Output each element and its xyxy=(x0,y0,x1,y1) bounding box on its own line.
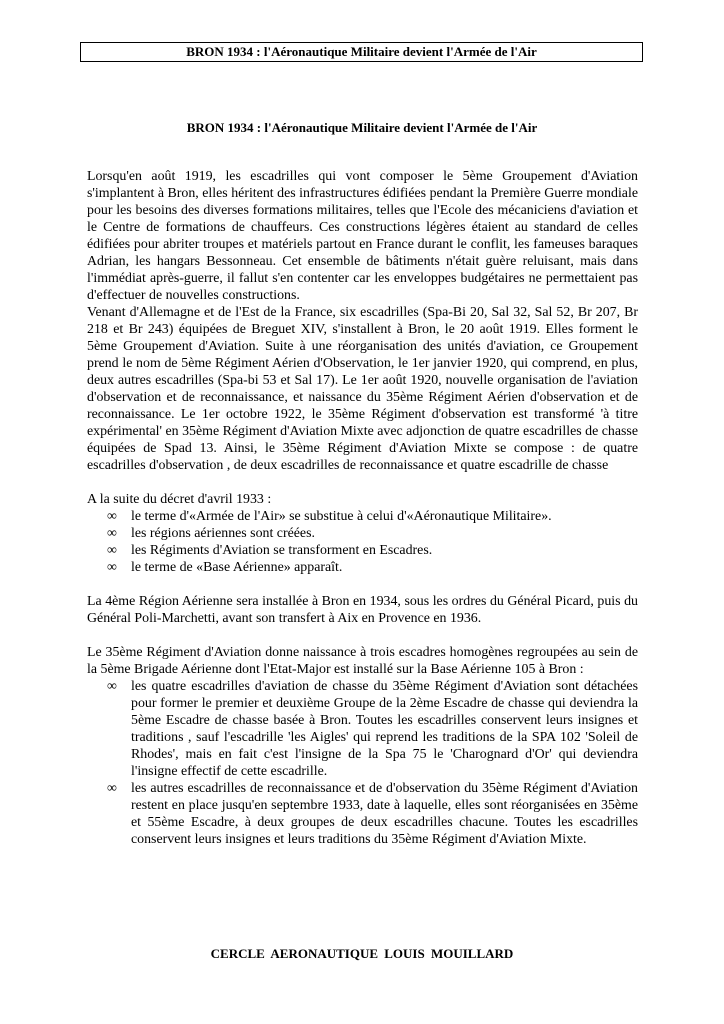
paragraph-regiment-intro: Le 35ème Régiment d'Aviation donne naissance à trois escadres homogènes regroupées au sein de la 5ème Brigade Aérienne dont l'Etat-Major est installé sur la Base Aérienne 105 à Bron : xyxy=(87,645,638,677)
list-item: ∞ le terme d'«Armée de l'Air» se substitue à celui d'«Aéronautique Militaire». xyxy=(107,509,552,524)
document-body xyxy=(87,168,638,848)
paragraph-region: La 4ème Région Aérienne sera installée à Bron en 1934, sous les ordres du Général Picard, puis du Général Poli-Marchetti, avant son transfert à Aix en Provence en 1936. xyxy=(87,594,638,626)
decree-list xyxy=(87,508,638,576)
infinity-bullet-icon: ∞ xyxy=(107,679,117,694)
paragraph-infrastructure: Lorsqu'en août 1919, les escadrilles qui vont composer le 5ème Groupement d'Aviation s'implantent à Bron, elles héritent des infrastructures édifiées pendant la Première Guerre mondiale pour les besoins des diverses formations militaires, telles que l'Ecole des mécaniciens d'aviation et le Centre de formations de chauffeurs. Ces constructions légères étaient au standard de celles édifiées pour abriter troupes et matériels partout en France durant le conflit, les fameuses baraques Adrian, les hangars Bessonneau. Cet ensemble de bâtiments n'était guère reluisant, mais dans l'immédiat après-guerre, il fallut s'en contenter car les enveloppes budgétaires ne permettaient pas d'effectuer de nouvelles constructions. xyxy=(87,169,638,303)
infinity-bullet-icon: ∞ xyxy=(107,781,117,796)
paragraph-squadrons: Venant d'Allemagne et de l'Est de la France, six escadrilles (Spa-Bi 20, Sal 32, Sal 52, Br 207, Br 218 et Br 243) équipées de Breguet XIV, s'installent à Bron, le 20 août 1919. Elles forment le 5ème Groupement d'Aviation. Suite à une réorganisation des unités d'aviation, ce Groupement prend le nom de 5ème Régiment Aérien d'Observation, le 1er janvier 1920, qui comprend, en plus, deux autres escadrilles (Spa-bi 53 et Sal 17). Le 1er août 1920, nouvelle organisation de l'aviation d'observation et de reconnaissance, et naissance du 35ème Régiment Aérien d'observation et de reconnaissance. Le 1er octobre 1922, le 35ème Régiment d'observation est transformé 'à titre expérimental' en 35ème Régiment d'Aviation Mixte avec adjonction de quatre escadrilles de chasse équipées de Spad 13. Ainsi, le 35ème Régiment d'Aviation Mixte se compose : de quatre escadrilles d'observation , de deux escadrilles de reconnaissance et quatre escadrille de chasse xyxy=(87,305,638,473)
decree-intro: A la suite du décret d'avril 1933 : xyxy=(87,492,272,507)
regiment-list xyxy=(87,678,638,848)
list-item: ∞ le terme de «Base Aérienne» apparaît. xyxy=(107,560,343,575)
running-header: BRON 1934 : l'Aéronautique Militaire devient l'Armée de l'Air xyxy=(80,42,643,62)
list-item: ∞ les régions aériennes sont créées. xyxy=(107,526,315,541)
infinity-bullet-icon: ∞ xyxy=(107,560,117,575)
list-item: ∞ les autres escadrilles de reconnaissance et de d'observation du 35ème Régiment d'Aviation restent en place jusqu'en septembre 1933, date à laquelle, elles sont réorganisées en 35ème et 55ème Escadre, à deux groupes de deux escadrilles chacune. Toutes les escadrilles conservent leurs insignes et leurs traditions du 35ème Régiment d'Aviation Mixte. xyxy=(107,781,638,847)
document-title: BRON 1934 : l'Aéronautique Militaire devient l'Armée de l'Air xyxy=(186,120,538,135)
list-item: ∞ les quatre escadrilles d'aviation de chasse du 35ème Régiment d'Aviation sont détachées pour former le premier et deuxième Groupe de la 2ème Escadre de chasse qui deviendra la 5ème Escadre de chasse basée à Bron. Toutes les escadrilles conservent leurs insignes et traditions , sauf l'escadrille 'les Aigles' qui reprend les traditions de la SPA 102 'Soleil de Rhodes', mais en fait c'est l'insigne de la Spa 75 le 'Charognard d'Or' qui deviendra l'insigne effectif de cette escadrille. xyxy=(107,679,638,779)
infinity-bullet-icon: ∞ xyxy=(107,543,117,558)
footer-organization: CERCLE AERONAUTIQUE LOUIS MOUILLARD xyxy=(210,946,514,961)
list-item: ∞ les Régiments d'Aviation se transforment en Escadres. xyxy=(107,543,433,558)
infinity-bullet-icon: ∞ xyxy=(107,526,117,541)
infinity-bullet-icon: ∞ xyxy=(107,509,117,524)
